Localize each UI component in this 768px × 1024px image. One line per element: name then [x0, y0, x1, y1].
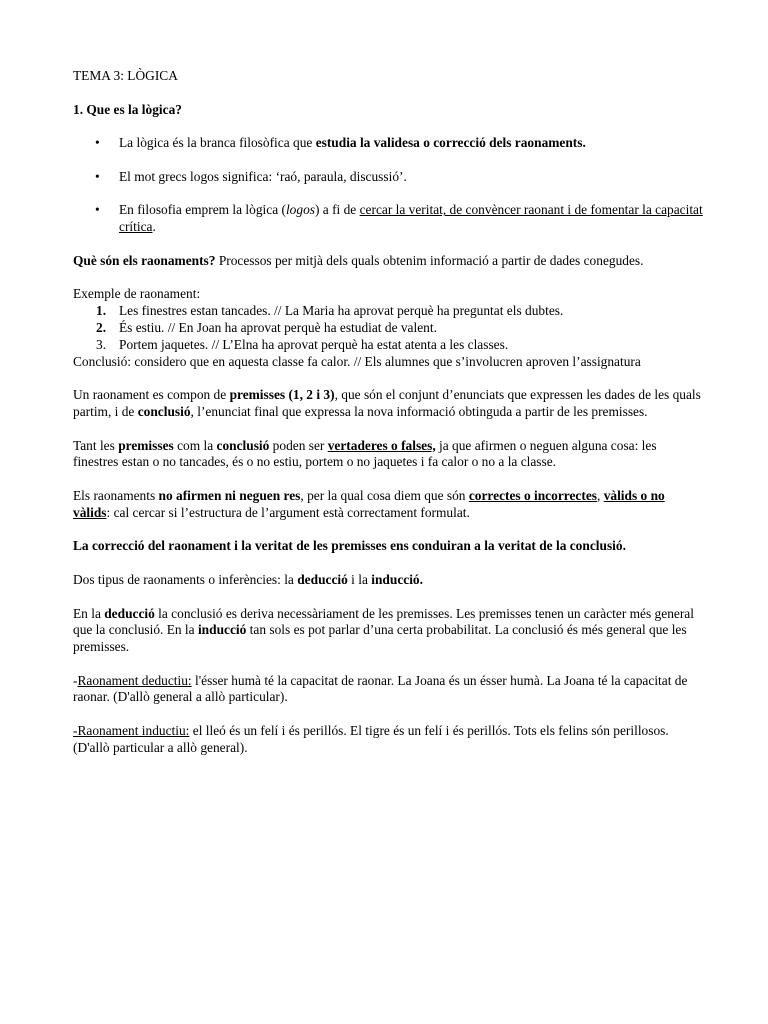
text: , que són el conjunt d’enunciats que expressen les dades de les quals partim, i de [73, 387, 701, 419]
text: : cal cercar si l’estructura de l’argument està correctament formulat. [106, 504, 470, 520]
item-text: És estiu. // En Joan ha aprovat perquè ha estudiat de valent. [119, 319, 437, 335]
text: la conclusió es deriva necessàriament de les premisses. Les premisses tenen un caràcter més general que la conclusió. En la [73, 605, 694, 638]
item-number: 1. [96, 303, 107, 319]
example-item [73, 337, 703, 354]
bold-text: premisses (1, 2 i 3) [229, 387, 335, 403]
bullet-item [73, 202, 703, 236]
text: Tant les [73, 437, 119, 453]
bold-text: conclusió [216, 437, 270, 453]
paragraph-inductiu [73, 723, 703, 757]
text: - [73, 672, 78, 688]
bold-underline-text: correctes o incorrectes [468, 487, 597, 503]
bold-underline-text: vàlids o no vàlids [73, 487, 665, 520]
paragraph-premisses [73, 387, 703, 421]
bold-text: no afirmen ni neguen res [158, 487, 301, 503]
bold-text: premisses [118, 437, 174, 453]
paragraph-tipus [73, 572, 703, 589]
example-list [73, 303, 703, 353]
underline-text: Raonament deductiu: [77, 672, 192, 688]
text: el lleó és un felí i és perillós. El tigre és un felí i és perillós. Tots els felins són perillosos. (D'allò particular a allò general). [73, 723, 669, 755]
document-title: TEMA 3: LÒGICA [73, 68, 178, 83]
text: En la [73, 605, 105, 621]
text: l'ésser humà té la capacitat de raonar. La Joana és un ésser humà. La Joana té la capacitat de raonar. (D'allò general a allò particular). [73, 672, 688, 705]
bold-text: Què són els raonaments? [73, 252, 216, 268]
bullet-text: . [152, 219, 156, 235]
text: Els raonaments [73, 487, 159, 503]
item-number: 3. [96, 336, 107, 352]
example-item [73, 320, 703, 337]
document-body [73, 68, 703, 773]
text: Processos per mitjà dels quals obtenim informació a partir de dades conegudes. [215, 252, 644, 268]
paragraph-validesa [73, 488, 703, 522]
definition-list [73, 135, 703, 236]
bullet-underline: cercar la veritat, de convèncer raonant i de fomentar la capacitat crítica [119, 202, 703, 235]
bullet-bold: estudia la validesa o correcció dels raonaments. [315, 135, 586, 151]
text: ja que afirmen o neguen alguna cosa: les finestres estan o no tancades, és o no estiu, portem o no jaquetes i fa calor o no a la classe. [73, 437, 657, 470]
bold-underline-text: vertaderes o falses, [327, 437, 436, 453]
bullet-text: La lògica és la branca filosòfica que [119, 135, 316, 151]
bullet-italic: logos [285, 202, 315, 218]
section-heading-text: 1. Que es la lògica? [73, 101, 182, 117]
example-item [73, 303, 703, 320]
example-intro: Exemple de raonament: [73, 286, 201, 302]
bullet-item [73, 169, 703, 186]
text: com la [173, 437, 217, 453]
bold-text: conclusió [137, 403, 191, 419]
text: Dos tipus de raonaments o inferències: la [73, 571, 298, 587]
text: Un raonament es compon de [73, 387, 230, 403]
bold-text: deducció [297, 571, 348, 587]
text: poden ser [269, 437, 328, 453]
item-text: Portem jaquetes. // L’Elna ha aprovat perquè ha estat atenta a les classes. [119, 336, 509, 352]
paragraph-veritat [73, 438, 703, 472]
bold-text: inducció. [371, 571, 423, 587]
bullet-text: El mot grecs logos significa: ‘raó, paraula, discussió’. [119, 168, 407, 184]
text: , [596, 487, 604, 503]
item-number: 2. [96, 319, 107, 335]
paragraph-correccio [73, 538, 703, 555]
paragraph-deductiu [73, 673, 703, 707]
text: i la [347, 571, 372, 587]
text: tan sols es pot parlar d’una certa probabilitat. La conclusió és més general que les premisses. [73, 622, 687, 655]
text: , per la qual cosa diem que són [300, 487, 469, 503]
bullet-text: ) a fi de [314, 202, 360, 218]
bullet-text: En filosofia emprem la lògica ( [119, 202, 286, 218]
paragraph-deduccio-induccio [73, 606, 703, 656]
text: , l’enunciat final que expressa la nova informació obtinguda a partir de les premisses. [190, 403, 648, 419]
underline-text: -Raonament inductiu: [73, 723, 190, 739]
item-text: Les finestres estan tancades. // La Maria ha aprovat perquè ha preguntat els dubtes. [119, 303, 564, 319]
section-heading [73, 102, 703, 119]
bullet-item [73, 135, 703, 152]
bold-text: inducció [197, 622, 247, 638]
example-conclusion: Conclusió: considero que en aquesta classe fa calor. // Els alumnes que s’involucren aproven l’assignatura [73, 353, 641, 369]
bold-text: La correcció del raonament i la veritat de les premisses ens conduiran a la veritat de la conclusió. [73, 538, 626, 554]
paragraph-raonaments [73, 253, 703, 270]
bold-text: deducció [104, 605, 155, 621]
